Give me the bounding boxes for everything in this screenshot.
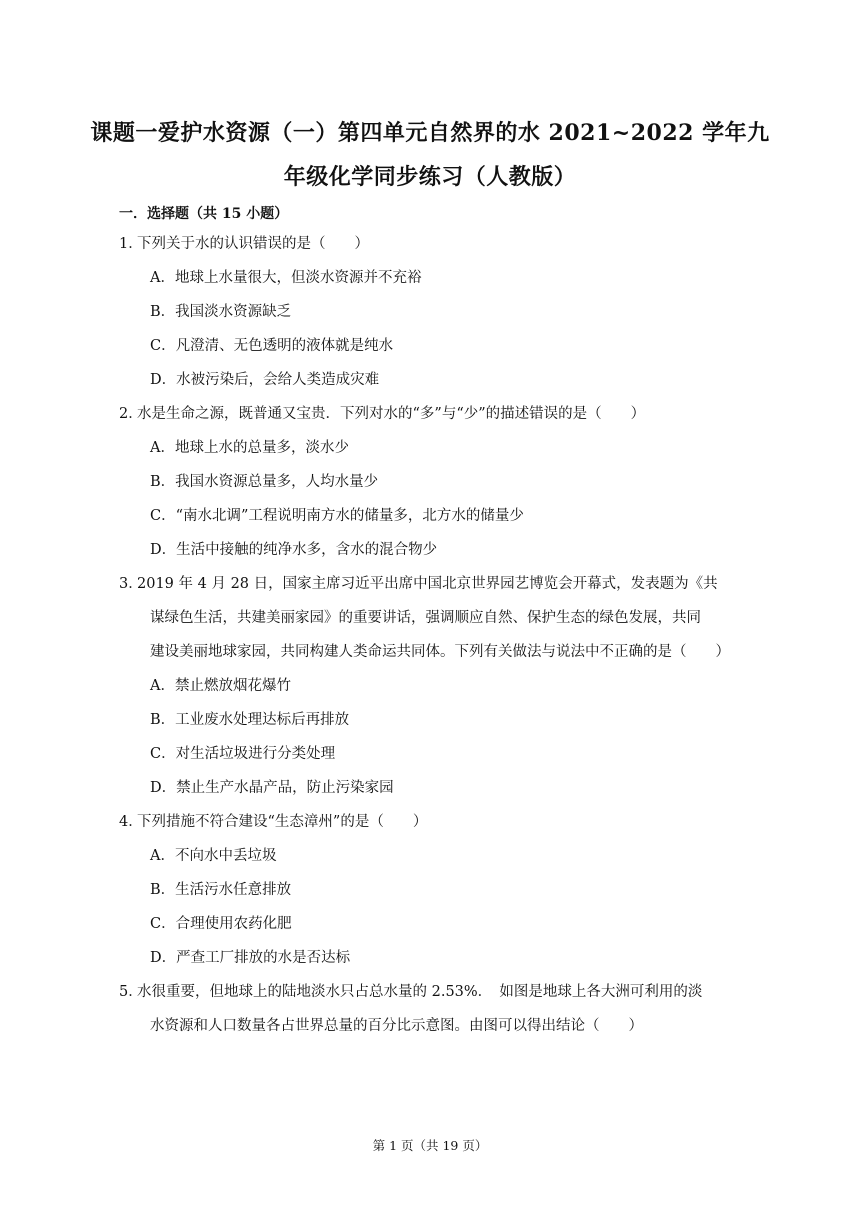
option-a: A．地球上水的总量多，淡水少 [150,440,349,456]
option-b: B．生活污水任意排放 [150,882,292,898]
option-a: A．禁止燃放烟花爆竹 [150,678,291,694]
option-b: B．我国水资源总量多，人均水量少 [150,474,379,490]
option-d: D．水被污染后，会给人类造成灾难 [150,372,380,388]
option-d: D．禁止生产水晶产品，防止污染家园 [150,780,394,796]
question-text-continued: 建设美丽地球家园，共同构建人类命运共同体。下列有关做法与说法中不正确的是（ ） [150,644,730,660]
question-text-continued: 水资源和人口数量各占世界总量的百分比示意图。由图可以得出结论（ ） [150,1018,643,1034]
option-c: C．合理使用农药化肥 [150,916,292,932]
option-a: A．不向水中丢垃圾 [150,848,277,864]
question-text: 水很重要，但地球上的陆地淡水只占总水量的 2.53%． 如图是地球上各大洲可利用的淡 [137,984,703,1000]
option-c: C．凡澄清、无色透明的液体就是纯水 [150,338,394,354]
question-number: 4． [119,814,143,830]
question-text: 下列关于水的认识错误的是（ ） [137,236,369,252]
question-text: 2019 年 4 月 28 日，国家主席习近平出席中国北京世界园艺博览会开幕式，发表题为《共 [137,576,718,592]
option-d: D．生活中接触的纯净水多，含水的混合物少 [150,542,438,558]
question-number: 3． [119,576,143,592]
option-c: C．“南水北调”工程说明南方水的储量多，北方水的储量少 [150,508,524,524]
section-heading: 一．选择题（共 15 小题） [119,206,289,222]
option-d: D．严查工厂排放的水是否达标 [150,950,351,966]
option-c: C．对生活垃圾进行分类处理 [150,746,336,762]
page-footer: 第 1 页（共 19 页） [372,1138,488,1153]
question-number: 2． [119,406,143,422]
document-title-line-2: 年级化学同步练习（人教版） [283,164,577,190]
question-text: 下列措施不符合建设“生态漳州”的是（ ） [137,814,428,830]
option-a: A．地球上水量很大，但淡水资源并不充裕 [150,270,422,286]
option-b: B．工业废水处理达标后再排放 [150,712,350,728]
option-b: B．我国淡水资源缺乏 [150,304,292,320]
question-text: 水是生命之源，既普通又宝贵．下列对水的“多”与“少”的描述错误的是（ ） [137,406,646,422]
question-text-continued: 谋绿色生活，共建美丽家园》的重要讲话，强调顺应自然、保护生态的绿色发展，共同 [150,610,701,626]
document-title-line-1: 课题一爱护水资源（一）第四单元自然界的水 2021~2022 学年九 [90,120,770,146]
question-number: 1． [119,236,143,252]
question-number: 5． [119,984,143,1000]
